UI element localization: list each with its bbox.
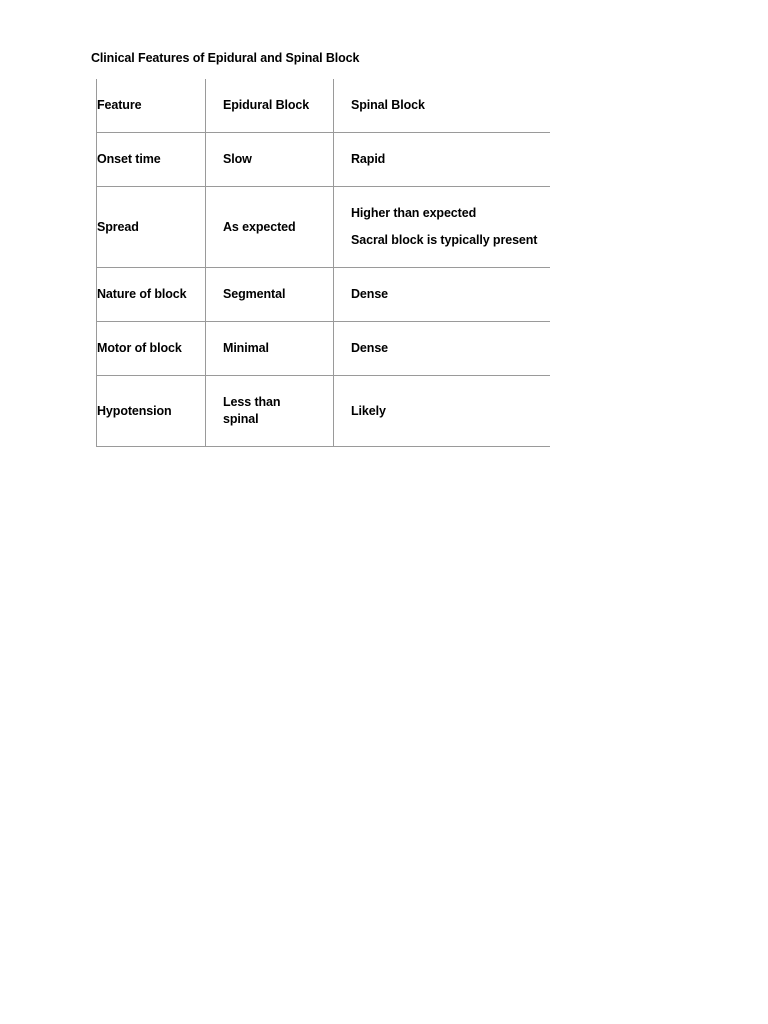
feature-label: Hypotension (97, 403, 172, 418)
table-row (97, 187, 551, 268)
epidural-cell (206, 133, 334, 187)
spinal-value-line: Sacral block is typically present (351, 233, 538, 247)
header-spinal-label: Spinal Block (351, 98, 425, 112)
feature-label: Motor of block (97, 341, 182, 355)
epidural-cell (206, 187, 334, 268)
epidural-cell (206, 268, 334, 322)
epidural-value: As expected (223, 219, 296, 234)
spinal-cell (334, 187, 551, 268)
spinal-value: Dense (351, 287, 389, 301)
table-row (97, 376, 551, 447)
feature-label: Spread (97, 219, 139, 234)
epidural-value: Segmental (223, 287, 286, 301)
header-feature-label: Feature (97, 98, 142, 112)
spinal-value: Likely (351, 403, 386, 418)
feature-cell (97, 133, 206, 187)
spinal-cell (334, 376, 551, 447)
document-title: Clinical Features of Epidural and Spinal Block (91, 51, 360, 65)
feature-cell (97, 268, 206, 322)
spinal-value: Dense (351, 341, 389, 355)
clinical-features-table (96, 79, 550, 447)
feature-label: Nature of block (97, 287, 187, 301)
feature-cell (97, 187, 206, 268)
epidural-value: Minimal (223, 341, 269, 355)
table-row (97, 268, 551, 322)
spinal-value: Rapid (351, 152, 386, 166)
epidural-value: Slow (223, 152, 252, 166)
spinal-value-line: Higher than expected (351, 206, 477, 220)
table-row (97, 133, 551, 187)
table-header-row (97, 79, 551, 133)
spinal-cell (334, 322, 551, 376)
feature-cell (97, 376, 206, 447)
feature-cell (97, 322, 206, 376)
header-cell-epidural (206, 79, 334, 133)
header-epidural-label: Epidural Block (223, 98, 310, 112)
header-cell-spinal (334, 79, 551, 133)
epidural-cell (206, 376, 334, 447)
spinal-cell (334, 268, 551, 322)
epidural-value: Less than spinal (223, 395, 281, 426)
header-cell-feature (97, 79, 206, 133)
table-row (97, 322, 551, 376)
spinal-cell (334, 133, 551, 187)
epidural-cell (206, 322, 334, 376)
feature-label: Onset time (97, 152, 161, 166)
